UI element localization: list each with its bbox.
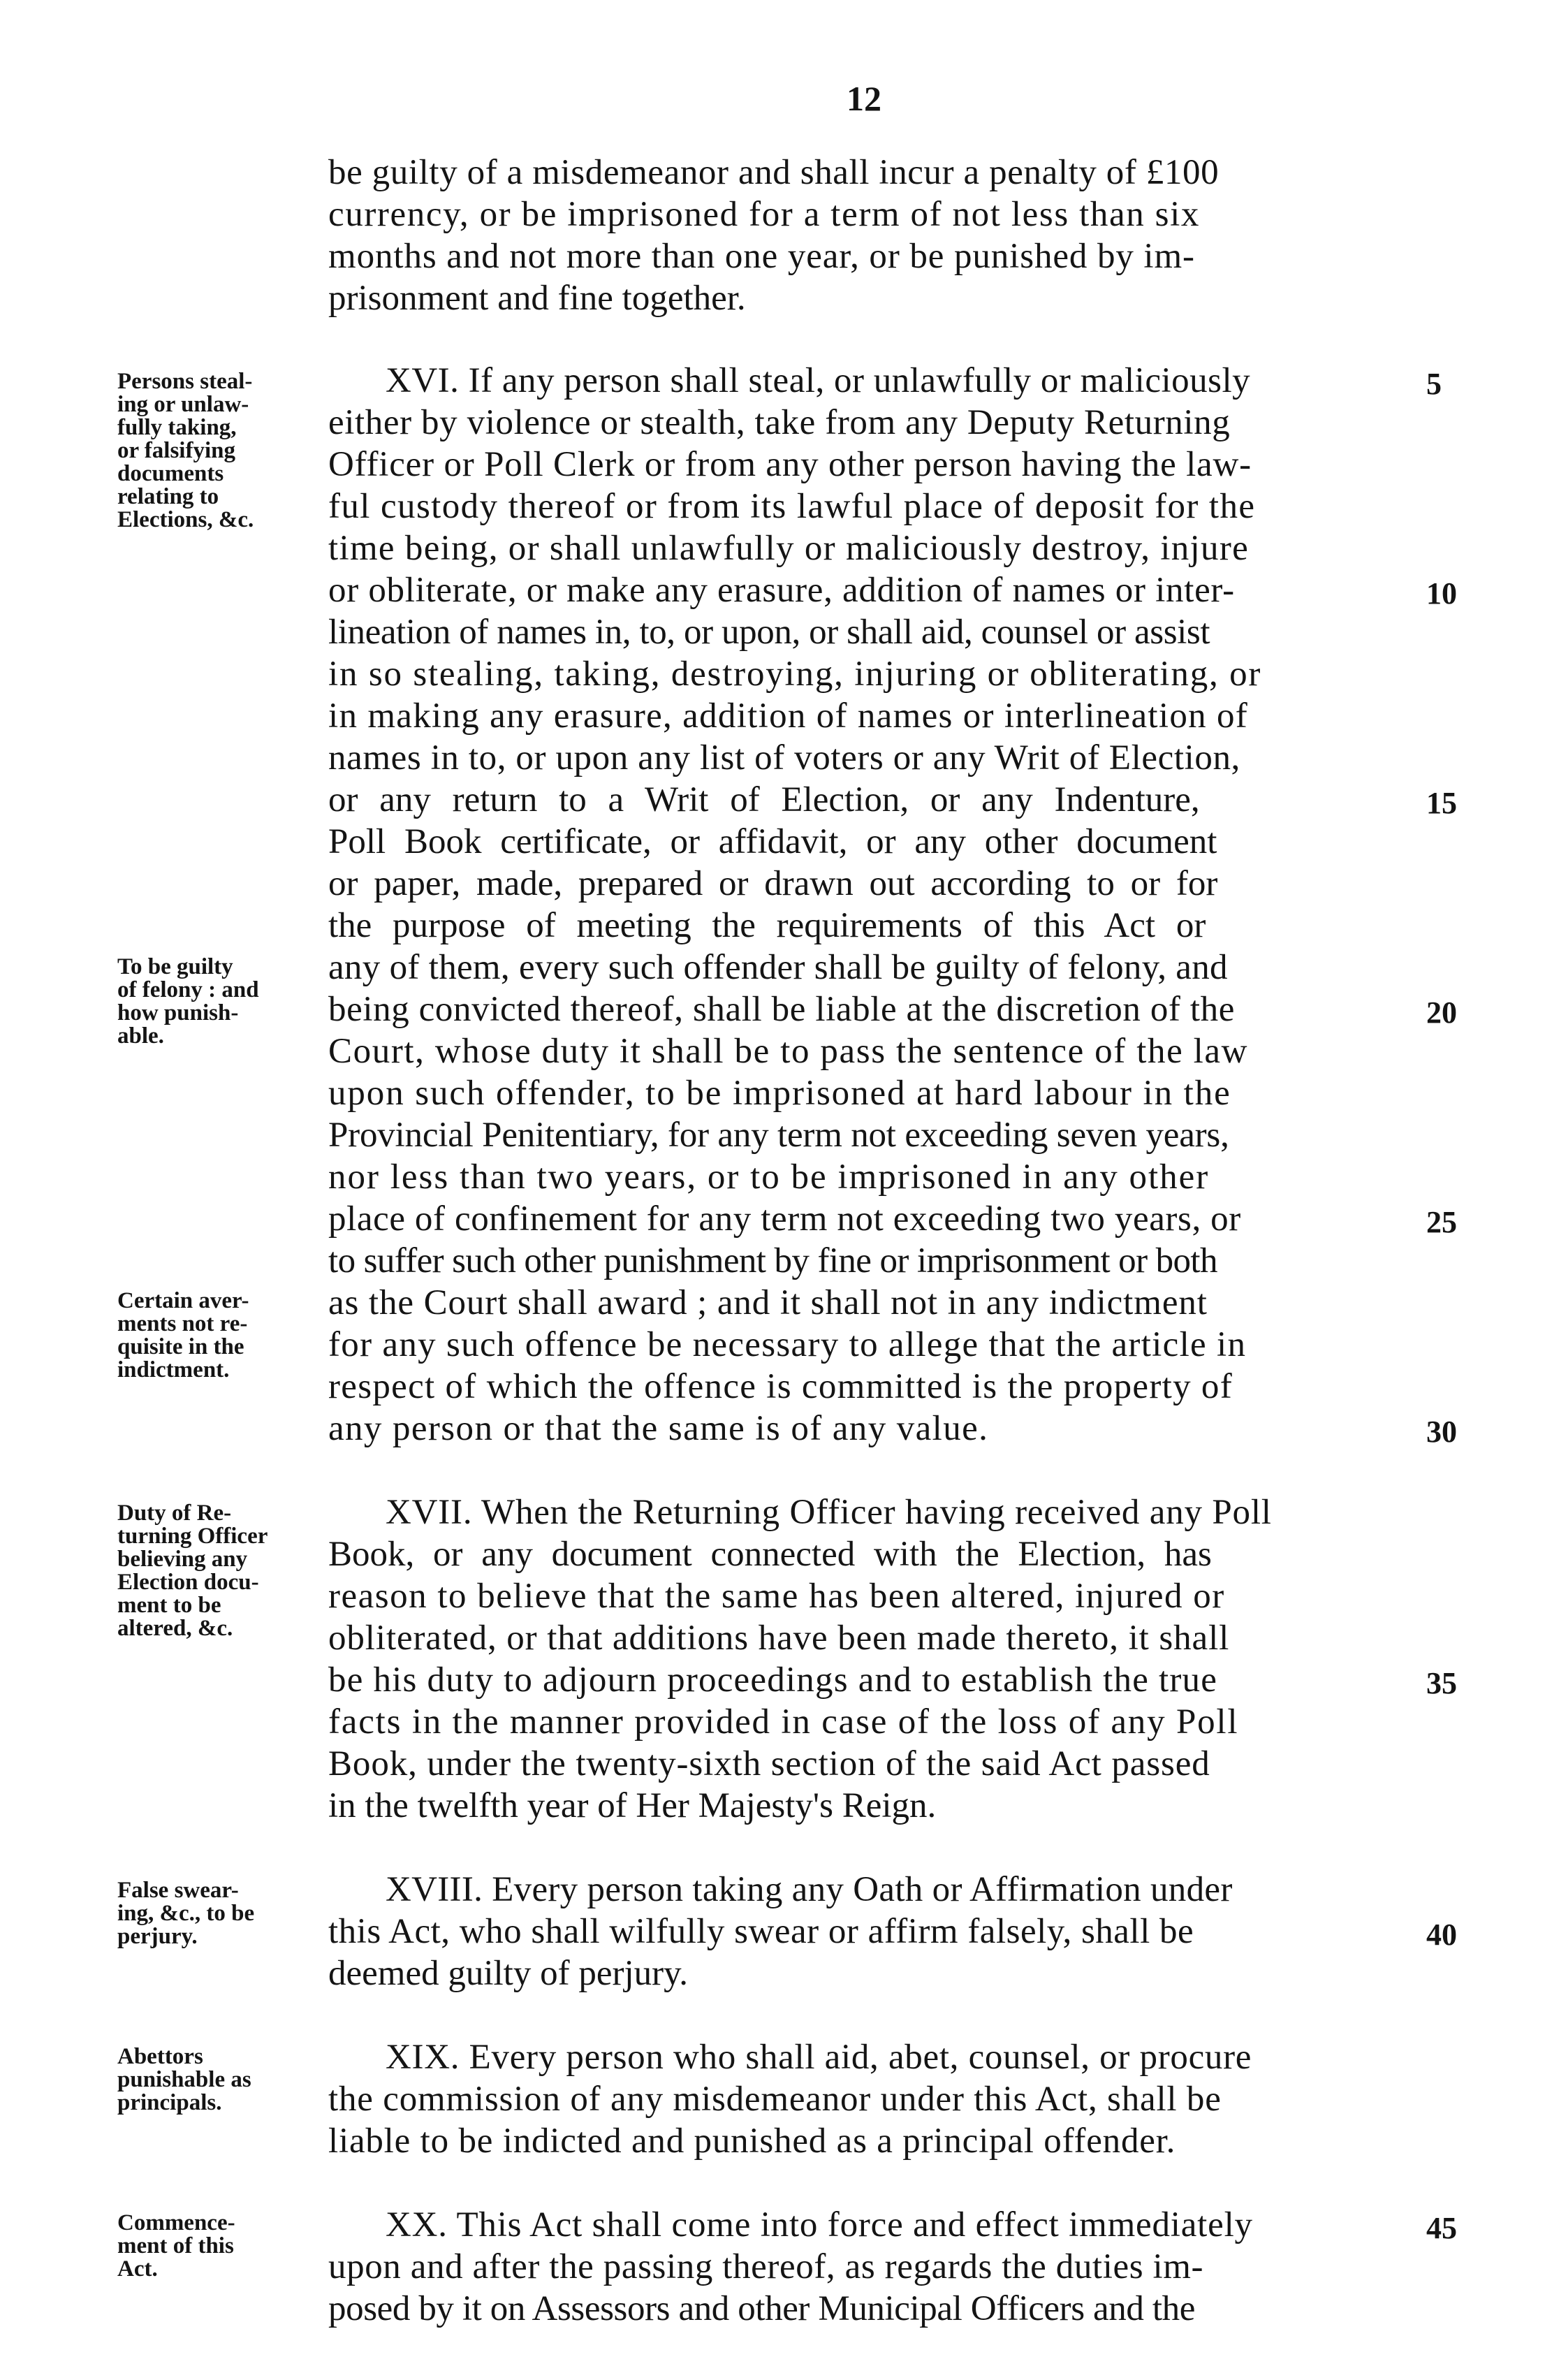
margin-note: Commence- ment of this Act. — [117, 2210, 235, 2282]
text-line: or any return to a Writ of Election, or any Indenture, — [328, 780, 1200, 819]
line-number: 15 — [1426, 786, 1457, 820]
line-number: 10 — [1426, 576, 1457, 611]
text-line: as the Court shall award ; and it shall not in any indictment — [328, 1283, 1208, 1322]
text-line: place of confinement for any term not exceeding two years, or — [328, 1199, 1241, 1239]
text-line: reason to believe that the same has been altered, injured or — [328, 1577, 1225, 1616]
text-line: or obliterate, or make any erasure, addition of names or inter- — [328, 571, 1235, 610]
line-number: 35 — [1426, 1666, 1457, 1700]
text-line: Court, whose duty it shall be to pass the sentence of the law — [328, 1032, 1249, 1071]
text-line: XVI. If any person shall steal, or unlawfully or maliciously — [386, 361, 1251, 400]
text-line: the commission of any misdemeanor under this Act, shall be — [328, 2080, 1222, 2119]
text-line: deemed guilty of perjury. — [328, 1954, 689, 1993]
text-line: either by violence or stealth, take from any Deputy Returning — [328, 403, 1231, 442]
text-line: Officer or Poll Clerk or from any other person having the law- — [328, 445, 1252, 484]
text-line: Book, under the twenty-sixth section of the said Act passed — [328, 1744, 1210, 1783]
line-number: 5 — [1426, 367, 1442, 401]
text-line: upon and after the passing thereof, as regards the duties im- — [328, 2247, 1204, 2286]
text-line: nor less than two years, or to be imprisoned in any other — [328, 1158, 1210, 1197]
margin-note: Persons steal- ing or unlaw- fully taking, or falsifying documents relating to Elections, &c. — [117, 369, 254, 532]
text-line: facts in the manner provided in case of the loss of any Poll — [328, 1702, 1239, 1742]
text-line: Poll Book certificate, or affidavit, or any other document — [328, 822, 1217, 861]
text-line: or paper, made, prepared or drawn out according to or for — [328, 864, 1218, 903]
text-line: any person or that the same is of any value. — [328, 1409, 989, 1448]
text-line: Provincial Penitentiary, for any term not exceeding seven years, — [328, 1116, 1229, 1155]
text-line: lineation of names in, to, or upon, or shall aid, counsel or assist — [328, 613, 1210, 652]
line-number: 45 — [1426, 2211, 1457, 2245]
text-line: XX. This Act shall come into force and effect immediately — [386, 2205, 1253, 2244]
margin-note: To be guilty of felony : and how punish- able. — [117, 954, 259, 1049]
text-line: obliterated, or that additions have been made thereto, it shall — [328, 1619, 1230, 1658]
page-number: 12 — [847, 79, 881, 118]
line-number: 25 — [1426, 1205, 1457, 1239]
text-line: being convicted thereof, shall be liable at the discretion of the — [328, 990, 1235, 1029]
margin-note: Certain aver- ments not re- quisite in the indictment. — [117, 1288, 249, 1382]
text-line: be guilty of a misdemeanor and shall incur a penalty of £100 — [328, 153, 1220, 192]
text-line: in so stealing, taking, destroying, injuring or obliterating, or — [328, 655, 1262, 694]
text-line: to suffer such other punishment by fine or imprisonment or both — [328, 1241, 1217, 1280]
text-line: Book, or any document connected with the Election, has — [328, 1535, 1212, 1574]
text-line: be his duty to adjourn proceedings and to establish the true — [328, 1660, 1218, 1700]
text-line: XIX. Every person who shall aid, abet, counsel, or procure — [386, 2038, 1252, 2077]
text-line: prisonment and fine together. — [328, 279, 746, 318]
text-line: liable to be indicted and punished as a principal offender. — [328, 2122, 1176, 2161]
text-line: XVII. When the Returning Officer having received any Poll — [386, 1493, 1272, 1532]
text-line: this Act, who shall wilfully swear or affirm falsely, shall be — [328, 1912, 1194, 1951]
margin-note: Abettors punishable as principals. — [117, 2044, 251, 2115]
text-line: ful custody thereof or from its lawful place of deposit for the — [328, 487, 1256, 526]
margin-note: Duty of Re- turning Officer believing any Election docu- ment to be altered, &c. — [117, 1501, 268, 1641]
line-number: 20 — [1426, 995, 1457, 1030]
text-line: XVIII. Every person taking any Oath or Affirmation under — [386, 1870, 1233, 1909]
text-line: respect of which the offence is committed is the property of — [328, 1367, 1233, 1406]
text-line: currency, or be imprisoned for a term of not less than six — [328, 195, 1200, 234]
line-number: 30 — [1426, 1415, 1457, 1449]
line-number: 40 — [1426, 1918, 1457, 1952]
text-line: the purpose of meeting the requirements of this Act or — [328, 906, 1206, 945]
text-line: posed by it on Assessors and other Municipal Officers and the — [328, 2289, 1195, 2328]
text-line: months and not more than one year, or be punished by im- — [328, 237, 1195, 276]
text-line: for any such offence be necessary to allege that the article in — [328, 1325, 1247, 1364]
text-line: upon such offender, to be imprisoned at hard labour in the — [328, 1074, 1231, 1113]
text-line: any of them, every such offender shall be guilty of felony, and — [328, 948, 1228, 987]
text-line: names in to, or upon any list of voters or any Writ of Election, — [328, 738, 1240, 777]
text-line: time being, or shall unlawfully or maliciously destroy, injure — [328, 529, 1250, 568]
text-line: in the twelfth year of Her Majesty's Reign. — [328, 1786, 937, 1825]
margin-note: False swear- ing, &c., to be perjury. — [117, 1878, 255, 1949]
text-line: in making any erasure, addition of names or interlineation of — [328, 696, 1249, 736]
